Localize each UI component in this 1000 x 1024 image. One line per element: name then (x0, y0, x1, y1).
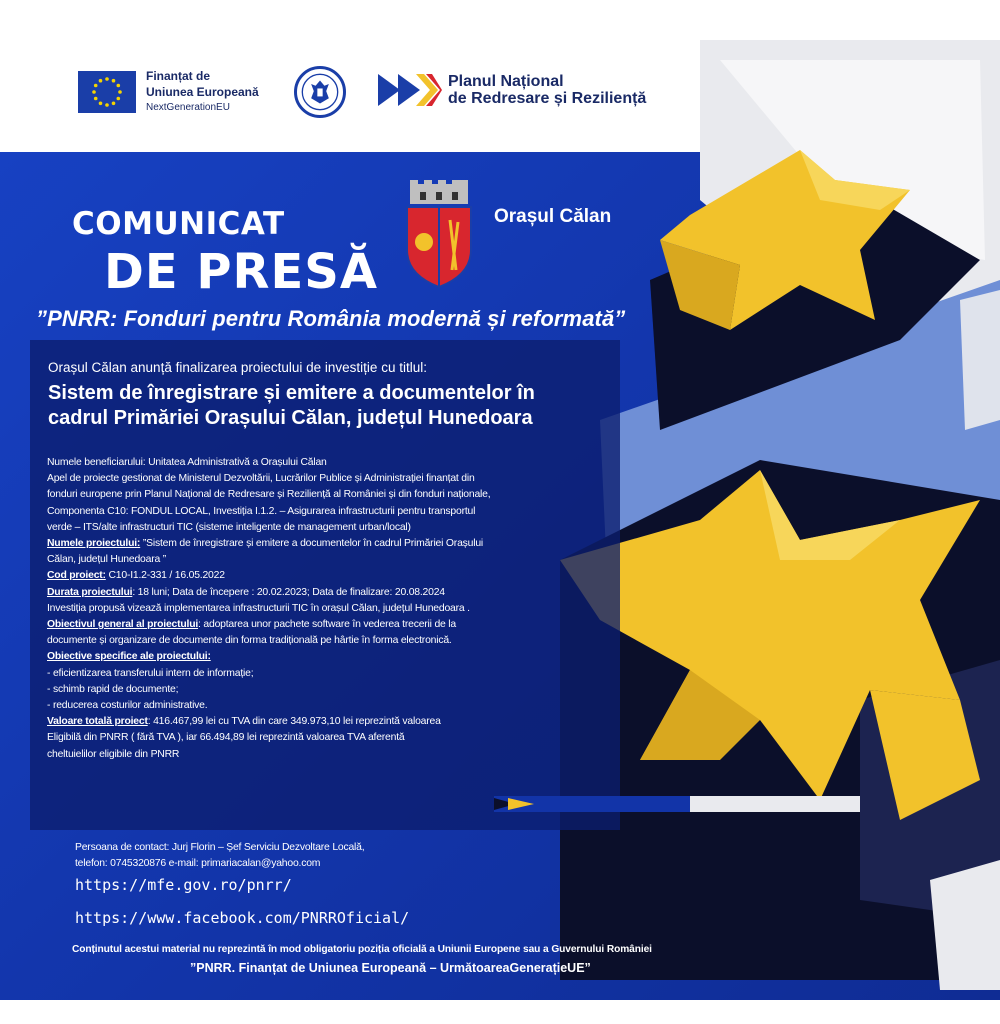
project-intro-text: Orașul Călan anunță finalizarea proiectului de investiție cu titlul: (48, 360, 427, 375)
project-code-label: Cod proiect: (47, 570, 106, 582)
call-line-4: verde – ITS/alte infrastructuri TIC (sisteme inteligente de management urban/local) (47, 521, 411, 533)
project-title-line1: Sistem de înregistrare și emitere a documentelor în (48, 382, 535, 404)
general-objective-row (47, 617, 607, 633)
general-objective-cont: documente și organizare de documente din forma tradițională pe hârtie în forma electronică. (47, 635, 452, 647)
call-line-1: Apel de proiecte gestionat de Ministerul Dezvoltării, Lucrărilor Publice și Administrației finanțat din (47, 473, 475, 485)
city-name: Orașul Călan (494, 206, 612, 227)
pnrr-text-line1: Planul Național (448, 73, 564, 90)
mfe-link[interactable]: https://mfe.gov.ro/pnrr/ (75, 876, 292, 894)
project-details (47, 455, 607, 763)
call-line-2: fonduri europene prin Planul Național de Redresare și Reziliență al României și din fonduri naționale, (47, 489, 491, 501)
specific-objectives-label: Obiective specifice ale proiectului: (47, 651, 211, 663)
total-value-row (47, 714, 607, 730)
calan-coat-of-arms-icon (400, 180, 478, 290)
eu-text-line1: Finanțat de (146, 69, 211, 83)
specific-objective-3: - reducerea costurilor administrative. (47, 700, 208, 712)
specific-objective-1: - eficientizarea transferului intern de informație; (47, 667, 254, 679)
campaign-slogan: ”PNRR: Fonduri pentru România modernă și reformată” (36, 306, 626, 331)
general-objective-label: Obiectivul general al proiectului (47, 619, 199, 631)
general-objective-value: : adoptarea unor pachete software în vederea trecerii de la (198, 619, 456, 631)
facebook-link[interactable]: https://www.facebook.com/PNRROficial/ (75, 909, 410, 927)
contact-person: Persoana de contact: Jurj Florin – Șef Serviciu Dezvoltare Locală, (75, 842, 365, 853)
total-value-value: : 416.467,99 lei cu TVA din care 349.973,10 lei reprezintă valoarea (147, 716, 441, 728)
decorative-arrow-stripe (494, 796, 860, 812)
project-title (48, 381, 608, 431)
specific-objective-2: - schimb rapid de documente; (47, 683, 179, 695)
contact-info (75, 840, 364, 872)
contact-phone-email: telefon: 0745320876 e-mail: primariacalan@yahoo.com (75, 858, 321, 869)
project-name-value: ”Sistem de înregistrare și emitere a documentelor în cadrul Primăriei Orașului (140, 538, 484, 550)
total-value-cont-2: cheltuielilor eligibile din PNRR (47, 748, 180, 760)
total-value-cont-1: Eligibilă din PNRR ( fără TVA ), iar 66.494,89 lei reprezintă valoarea TVA aferentă (47, 732, 405, 744)
footer-tagline: ”PNRR. Finanțat de Uniunea Europeană – UrmătoareaGenerațieUE” (190, 961, 591, 975)
specific-objectives-row (47, 649, 607, 665)
disclaimer-text: Conținutul acestui material nu reprezintă în mod obligatoriu poziția oficială a Uniunii Europene sau a Guvernului României (72, 944, 652, 955)
project-name-row (47, 536, 607, 552)
eu-text-line2: Uniunea Europeană (146, 85, 259, 99)
project-title-line2: cadrul Primăriei Orașului Călan, județul Hunedoara (48, 407, 533, 429)
press-release-title-line1: COMUNICAT (72, 206, 285, 242)
project-name-value-cont: Călan, județul Hunedoara ” (47, 554, 166, 566)
project-duration-value: : 18 luni; Data de începere : 20.02.2023; Data de finalizare: 20.08.2024 (132, 586, 445, 598)
beneficiary-line: Numele beneficiarului: Unitatea Administrativă a Orașului Călan (47, 457, 327, 468)
project-duration-label: Durata proiectului (47, 586, 133, 598)
total-value-label: Valoare totală proiect (47, 716, 148, 728)
pnrr-text-line2: de Redresare și Reziliență (448, 90, 647, 107)
eu-text-line3: NextGenerationEU (146, 102, 230, 113)
project-name-label: Numele proiectului: (47, 538, 141, 550)
press-release-title-line2: DE PRESĂ (104, 244, 378, 300)
project-code-value: C10-I1.2-331 / 16.05.2022 (105, 570, 225, 582)
project-code-row (47, 568, 607, 584)
investment-line: Investiția propusă vizează implementarea infrastructurii TIC în orașul Călan, județul Hunedoara . (47, 602, 470, 614)
call-line-3: Componenta C10: FONDUL LOCAL, Investiția I.1.2. – Asigurarea infrastructurii pentru transportul (47, 505, 476, 517)
project-duration-row (47, 585, 607, 601)
